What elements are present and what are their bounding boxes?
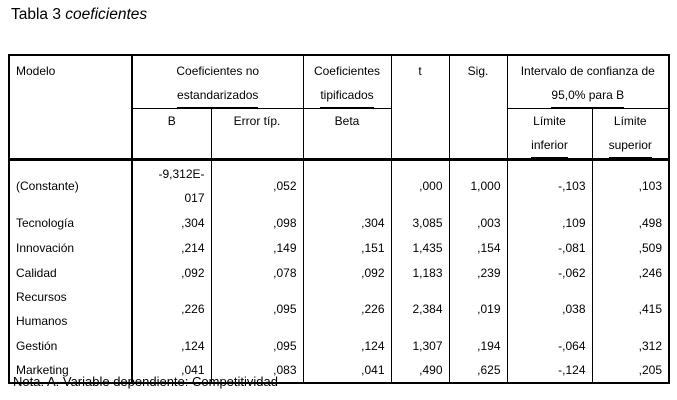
cell-t: 3,085 [391, 210, 449, 235]
cell-error: ,098 [211, 210, 303, 235]
cell-upper: ,246 [592, 260, 669, 285]
row-label: Gestión [9, 333, 132, 358]
cell-t: 1,183 [391, 260, 449, 285]
cell-upper: ,509 [592, 235, 669, 260]
cell-beta: ,124 [303, 333, 391, 358]
header-coef-tip [303, 55, 391, 109]
header-coef-no-std [132, 55, 303, 109]
table-note: Nota. A. Variable dependiente: Competitividad [13, 374, 278, 389]
cell-t: 1,307 [391, 333, 449, 358]
table-row [9, 210, 669, 235]
header-intervalo-line1: Intervalo de confianza de [520, 64, 655, 78]
header-b: B [132, 109, 211, 159]
cell-lower: -,103 [507, 160, 592, 210]
table-row [9, 235, 669, 260]
cell-b: ,124 [132, 333, 211, 358]
cell-error: ,083 [211, 358, 303, 383]
cell-sig: ,625 [449, 358, 507, 383]
header-coef-no-std-line1: Coeficientes no [176, 64, 260, 78]
coefficients-table [8, 54, 668, 377]
header-intervalo-line2: 95,0% para B [551, 83, 624, 108]
cell-sig: ,194 [449, 333, 507, 358]
table-row [9, 333, 669, 358]
cell-lower: ,038 [507, 285, 592, 333]
header-lim-sup-line1: Límite [613, 114, 647, 128]
header-beta: Beta [303, 109, 391, 159]
cell-t: 2,384 [391, 285, 449, 333]
row-label-line2: Humanos [16, 314, 68, 328]
cell-upper: ,312 [592, 333, 669, 358]
row-label: Calidad [9, 260, 132, 285]
cell-beta: ,304 [303, 210, 391, 235]
cell-error: ,095 [211, 333, 303, 358]
header-lim-inf-line1: Límite [533, 114, 566, 128]
cell-sig: 1,000 [449, 160, 507, 210]
row-label-line1: Recursos [16, 290, 67, 304]
cell-sig: ,019 [449, 285, 507, 333]
header-intervalo [507, 55, 669, 109]
cell-b-line2: 017 [184, 190, 205, 205]
cell-lower: -,081 [507, 235, 592, 260]
cell-beta: ,151 [303, 235, 391, 260]
header-error: Error típ. [211, 109, 303, 159]
cell-t: ,000 [391, 160, 449, 210]
header-sig: Sig. [449, 55, 507, 159]
table-row [9, 260, 669, 285]
cell-b: ,304 [132, 210, 211, 235]
cell-sig: ,239 [449, 260, 507, 285]
row-label: Marketing [9, 358, 132, 383]
cell-t: ,490 [391, 358, 449, 383]
header-modelo: Modelo [9, 55, 132, 159]
row-label: (Constante) [9, 160, 132, 210]
cell-b: ,092 [132, 260, 211, 285]
cell-b: ,226 [132, 285, 211, 333]
header-lim-inf [507, 109, 592, 159]
row-label [9, 285, 132, 333]
cell-beta [303, 160, 391, 210]
cell-lower: -,064 [507, 333, 592, 358]
header-coef-tip-line1: Coeficientes [313, 64, 381, 78]
cell-t: 1,435 [391, 235, 449, 260]
cell-upper: ,103 [592, 160, 669, 210]
caption-italic: coeficientes [65, 6, 148, 23]
cell-sig: ,154 [449, 235, 507, 260]
table-row [9, 285, 669, 333]
header-lim-sup-line2: superior [609, 133, 652, 158]
cell-error: ,078 [211, 260, 303, 285]
cell-lower: -,062 [507, 260, 592, 285]
cell-b [132, 160, 211, 210]
table-row [9, 160, 669, 210]
caption-prefix: Tabla 3 [11, 6, 66, 23]
table-caption [11, 6, 147, 24]
cell-beta: ,092 [303, 260, 391, 285]
header-t: t [391, 55, 449, 159]
header-lim-inf-line2: inferior [531, 133, 568, 158]
row-label: Innovación [9, 235, 132, 260]
cell-sig: ,003 [449, 210, 507, 235]
cell-beta: ,226 [303, 285, 391, 333]
cell-b-line1: -9,312E- [158, 166, 205, 181]
cell-upper: ,205 [592, 358, 669, 383]
cell-error: ,149 [211, 235, 303, 260]
cell-error: ,052 [211, 160, 303, 210]
cell-lower: -,124 [507, 358, 592, 383]
cell-beta: ,041 [303, 358, 391, 383]
header-coef-tip-line2: tipificados [320, 83, 373, 108]
cell-error: ,095 [211, 285, 303, 333]
header-coef-no-std-line2: estandarizados [177, 83, 258, 108]
row-label: Tecnología [9, 210, 132, 235]
cell-b: ,214 [132, 235, 211, 260]
header-lim-sup [592, 109, 669, 159]
cell-upper: ,498 [592, 210, 669, 235]
cell-upper: ,415 [592, 285, 669, 333]
cell-b: ,041 [132, 358, 211, 383]
cell-lower: ,109 [507, 210, 592, 235]
